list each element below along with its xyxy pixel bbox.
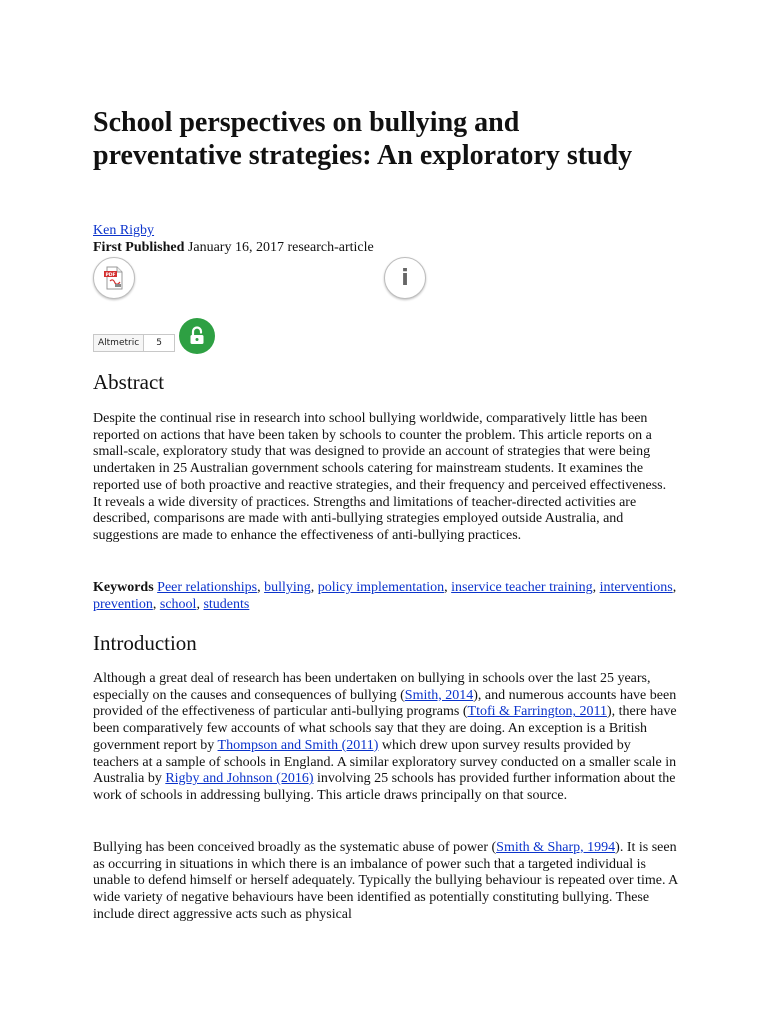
article-title: School perspectives on bullying and preventative strategies: An exploratory study [93, 107, 633, 171]
author-link[interactable]: Ken Rigby [93, 223, 155, 238]
introduction-paragraph-2 [93, 840, 678, 924]
paragraph-text: ). It is seen as occurring in situations in which there is an imbalance of power such that a targeted individual is unable to defend himself or herself adequately. Typically the bullying behaviour is repeated over time. A wide variety of negative behaviours have been identified as potentially constituting bullying. These include direct aggressive acts such as physical [93, 840, 678, 922]
first-published-date: January 16, 2017 [187, 240, 284, 255]
article-type: research-article [287, 240, 374, 255]
open-lock-icon [186, 325, 208, 347]
altmetric-score: 5 [144, 335, 174, 351]
abstract-heading: Abstract [93, 370, 165, 394]
keywords-label: Keywords [93, 580, 154, 595]
citation-link[interactable]: Smith & Sharp, 1994 [496, 840, 616, 855]
info-button[interactable] [384, 257, 426, 299]
citation-link[interactable]: Thompson and Smith (2011) [217, 737, 379, 753]
keyword-link[interactable]: policy implementation [317, 580, 445, 595]
keyword-link[interactable]: prevention [93, 596, 153, 612]
keyword-link[interactable]: inservice teacher training [451, 580, 593, 595]
paragraph-text: involving 25 schools has provided further information about the work of schools in addressing bullying. This article draws principally on that source. [93, 771, 676, 803]
paragraph-text: Bullying has been conceived broadly as the systematic abuse of power ( [93, 840, 497, 855]
paragraph-text: ), there have been comparatively few accounts of what schools say that they are doing. An exception is a British government report by [93, 704, 677, 753]
publication-info [93, 239, 374, 256]
keyword-link[interactable]: bullying [264, 580, 311, 595]
citation-link[interactable]: Rigby and Johnson (2016) [165, 771, 314, 787]
citation-link[interactable]: Ttofi & Farrington, 2011 [467, 704, 607, 720]
keyword-link[interactable]: interventions [599, 580, 673, 595]
pdf-download-button[interactable] [93, 257, 135, 299]
keyword-link[interactable]: Peer relationships [157, 580, 258, 595]
keyword-link[interactable]: students [203, 596, 250, 612]
keyword-link[interactable]: school [159, 596, 197, 612]
svg-text:PDF: PDF [105, 273, 116, 278]
altmetric-label: Altmetric [94, 335, 144, 351]
abstract-text: Despite the continual rise in research into school bullying worldwide, comparatively little has been reported on actions that have been taken by schools to counter the problem. This article reports on a small-scale, exploratory study that was designed to provide an account of strategies that were being undertaken in 25 Australian government schools catering for mainstream students. It examines the reported use of both proactive and reactive strategies, and their frequency and perceived effectiveness. It reveals a wide diversity of practices. Strengths and limitations of teacher-directed activities are described, comparisons are made with anti-bullying strategies employed outside Australia, and suggestions are made to enhance the effectiveness of anti-bullying practices. [93, 411, 667, 543]
paragraph-text: ), and numerous accounts have been provided of the effectiveness of particular anti-bullying programs ( [93, 687, 677, 720]
introduction-heading: Introduction [93, 631, 197, 655]
altmetric-badge[interactable] [93, 334, 175, 352]
keywords: Keywords Peer relationships, bullying, policy implementation, inservice teacher training, interventions, prevention, school, students [93, 580, 677, 612]
paragraph-text: Although a great deal of research has been undertaken on bullying in schools over the last 25 years, especially on the causes and consequences of bullying ( [93, 671, 651, 703]
open-access-badge[interactable] [179, 318, 215, 354]
paragraph-text: which drew upon survey results provided by teachers at a sample of schools in England. A similar exploratory survey conducted on a smaller scale in Australia by [93, 737, 677, 787]
citation-link[interactable]: Smith, 2014 [404, 687, 474, 703]
first-published-label: First Published [93, 240, 185, 255]
pdf-file-icon [101, 265, 127, 291]
info-icon: i [401, 265, 409, 291]
introduction-paragraph-1 [93, 671, 678, 805]
